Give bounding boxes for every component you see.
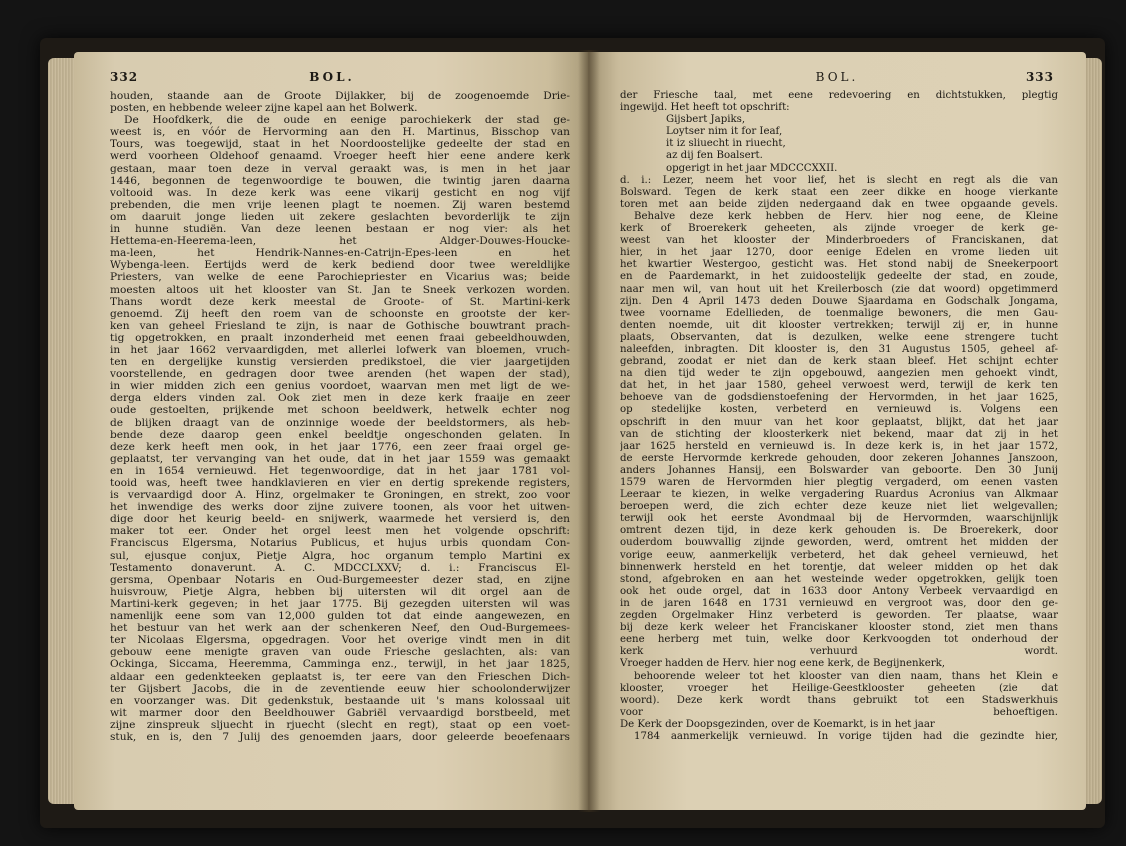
text-line: wit marmer door den Beeldhouwer Gabriël vervaardigd borstbeeld, met [110, 706, 570, 719]
text-line: naar men wil, van hout uit het Kreilerbosch (zie dat woord) opgetimmerd [620, 283, 1058, 295]
right-page-header [588, 70, 1086, 88]
text-line: anders Johannes Hansij, een Bolswarder van geboorte. Den 30 Junij [620, 464, 1058, 476]
text-line: ten en dergelijke kunstig versierden predikstoel, die vier jaargetijden [110, 356, 570, 369]
text-line: Wybenga-leen. Eertijds werd de kerk bediend door twee wereldlijke [110, 259, 570, 272]
text-line: gebrand, zoodat er niet dan de kerk staan bleef. Het schijnt echter [620, 356, 1058, 368]
text-line: ma-leen, het Hendrik-Nannes-en-Catrijn-Epes-leen en het [110, 247, 570, 260]
page-number-left: 332 [110, 70, 139, 84]
text-line: de blijken draagt van de onzinnige woede der beeldstormers, als heb- [110, 416, 570, 429]
text-line: Vroeger hadden de Herv. hier nog eene kerk, de Begijnenkerk, [620, 658, 946, 670]
text-line: en voorzanger was. Dit gedenkstuk, bestaande uit 's mans kolossaal uit [110, 694, 570, 707]
text-line: in de jaren 1648 en 1731 vernieuwd en vergroot was, door den ge- [620, 597, 1058, 609]
text-line: van de stichting der kloosterkerk niet bekend, maar dat zij in het [620, 428, 1058, 440]
text-line: het kwartier Westergoo, gesticht was. Het stond nabij de Sneekerpoort [620, 259, 1058, 271]
text-line: ter Gijsbert Jacobs, die in de zeventiende eeuw hier schoolonderwijzer [110, 682, 570, 695]
text-line: zegden Orgelmaker Hinz verbeterd is geworden. Ter plaatse, waar [620, 610, 1058, 622]
text-line: klooster, vroeger het Heilige-Geestklooster geheeten (zie dat [620, 682, 1058, 694]
text-line: Priesters, van welke de eene Parochiepriester en Vicarius was; beide [110, 271, 570, 284]
text-line: woord). Deze kerk wordt thans gebruikt tot een Stadswerkhuis [620, 694, 1058, 706]
text-line: De Kerk der Doopsgezinden, over de Koemarkt, is in het jaar [620, 718, 935, 730]
text-line: zijn. Den 4 April 1473 deden Douwe Sjaardama en Godschalk Jongama, [620, 295, 1058, 307]
text-line: Gijsbert Japiks, [666, 114, 746, 126]
text-line: beroepen werd, die zich echter deze keuze niet liet welgevallen; [620, 501, 1058, 513]
text-line: Hettema-en-Heerema-leen, het Aldger-Douwes-Houcke- [110, 235, 570, 248]
text-line: de eerste Hervormde kerkrede gehouden, door zekeren Johannes Janszoon, [620, 452, 1058, 464]
text-line: oude gestoelten, prijkende met schoon beeldwerk, hetwelk echter nog [110, 404, 570, 417]
text-line: kerk of Broerekerk geheeten, als zijnde vroeger de kerk ge- [620, 223, 1058, 235]
text-line: Thans wordt deze kerk meestal de Groote- of St. Martini-kerk [110, 295, 570, 308]
text-line: gestaan, maar toen deze in verval geraakt was, is men in het jaar [110, 162, 570, 175]
text-line: it iz sliuecht in riuecht, [666, 138, 786, 150]
text-line: naleefden, inbragten. Dit klooster is, den 31 Augustus 1505, geheel af- [620, 343, 1058, 355]
book-gutter [578, 50, 600, 812]
left-page-header [74, 70, 590, 88]
text-line: d. i.: Lezer, neem het voor lief, het is slecht en regt als die van [620, 174, 1058, 186]
text-line: op stedelijke kosten, verbeterd en vernieuwd is. Volgens een [620, 404, 1058, 416]
text-line: gebouw eene menigte graven van oude Friesche geslachten, als: van [110, 646, 570, 659]
text-line: az dij fen Boalsert. [666, 150, 763, 162]
text-line: weest is, en vóór de Hervorming aan den H. Martinus, Bisschop van [110, 126, 570, 139]
text-line: Franciscus Elgersma, Notarius Publicus, et hujus urbis quondam Con- [110, 537, 570, 550]
text-line: maker tot eer. Onder het orgel leest men het volgende opschrift: [110, 525, 570, 538]
text-line: twee voorname Edellieden, de toenmalige bewoners, die men Gau- [620, 307, 1058, 319]
text-line: Testamento donaverunt. A. C. MDCCLXXV; d. i.: Franciscus El- [110, 561, 570, 574]
text-line: het inwendige des werks door zijne zuivere toonen, als voor het uitwen- [110, 501, 570, 514]
text-line: ouderdom bouwvallig zijnde geworden, werd, omtrent het midden der [620, 537, 1058, 549]
text-line: 1579 waren de Hervormden hier plegtig vergaderd, om eenen vasten [620, 477, 1058, 488]
text-line: in het jaar 1662 vervaardigden, met allerlei lofwerk van bloemen, vruch- [110, 343, 570, 356]
text-line: om daaruit jonge lieden uit zekere geslachten bevorderlijk te zijn [110, 210, 570, 223]
text-line: behoorende weleer tot het klooster van dien naam, thans het Klein e [634, 670, 1058, 682]
text-line: denten noemde, uit dit klooster vertrekken; terwijl zij er, in hunne [620, 319, 1058, 331]
text-line: het bestuur van het werk aan der schenkeren Neef, den Oud-Burgemees- [110, 622, 570, 635]
text-line: na dien tijd weder te zijn opgebouwd, aangezien men gehoekt vindt, [620, 368, 1058, 380]
text-line: Martini-kerk gegeven; in het jaar 1775. Bij gezegden uitersten wil was [110, 597, 570, 610]
text-line: in hunne studiën. Van deze leenen bestaan er nog vier: als het [110, 223, 570, 236]
text-line: Loytser nim it for Ieaf, [666, 126, 783, 138]
text-line: Ockinga, Siccama, Heeremma, Camminga enz., terwijl, in het jaar 1825, [110, 658, 570, 671]
left-page [74, 52, 590, 810]
text-line: jaar 1625 hersteld en vernieuwd is. In deze kerk is, in het jaar 1572, [620, 440, 1058, 452]
left-page-text [110, 90, 570, 743]
right-page [588, 52, 1086, 810]
text-line: behoeve van de godsdienstoefening der Hervormden, in het jaar 1625, [620, 392, 1058, 404]
text-line: tooid was, heeft twee handklavieren en vier en dertig sprekende registers, [110, 477, 570, 489]
text-line: en in 1654 vernieuwd. Het tegenwoordige, dat in het jaar 1781 vol- [110, 464, 570, 477]
text-line: moesten altoos uit het klooster van St. Jan te Sneek verkozen worden. [110, 283, 570, 296]
text-line: opschrift in den muur van het koor geplaatst, blijkt, dat het jaar [620, 416, 1058, 428]
text-line: ter Nicolaas Elgersma, opgedragen. Voor het overige vindt men in dit [110, 634, 570, 647]
text-line: dige door het keurig beeld- en snijwerk, waarmede het versierd is, den [110, 513, 570, 526]
text-line: binnenwerk hersteld en het torentje, dat weleer midden op het dak [620, 561, 1058, 573]
text-line: stuk, en is, den 7 Julij des genoemden jaars, door geleerde beoefenaars [110, 730, 570, 743]
text-line: dat het, in het jaar 1580, geheel verwoest werd, terwijl de kerk ten [620, 380, 1058, 392]
text-line: derga elders vinden zal. Ook ziet men in deze kerk fraaije en zeer [110, 392, 570, 405]
text-line: ken van geheel Friesland te zijn, is naar de Gothische bouwtrant prach- [110, 319, 570, 332]
text-line: 1784 aanmerkelijk vernieuwd. In vorige tijden had die gezindte hier, [634, 730, 1058, 742]
text-line: sul, ejusque conjux, Pietje Algra, hoc organum templo Martini ex [110, 549, 570, 562]
text-line: plaats, Observanten, dat is dezulken, welke eene strengere tucht [620, 331, 1058, 343]
text-line: terwijl ook het eerste Avondmaal bij de Hervormden, waarschijnlijk [620, 513, 1058, 525]
text-line: voor behoeftigen. [620, 706, 1058, 718]
text-line: houden, staande aan de Groote Dijlakker, bij de zoogenoemde Drie- [110, 90, 570, 102]
text-line: bende deze daarop geen enkel beeldtje ongeschonden gelaten. In [110, 428, 570, 441]
text-line: huisvrouw, Pietje Algra, hebben bij uitersten wil dit orgel aan de [110, 585, 570, 598]
page-number-right: 333 [1025, 70, 1054, 84]
text-line: posten, en hebbende weleer zijne kapel aan het Bolwerk. [110, 102, 418, 115]
text-line: omtrent dezen tijd, in deze kerk gehouden is. De Broerekerk, door [620, 525, 1058, 537]
text-line: ingewijd. Het heeft tot opschrift: [620, 102, 790, 114]
text-line: tig opgetrokken, en praalt inzonderheid met eenen fraai gebeeldhouwden, [110, 331, 570, 344]
text-line: der Friesche taal, met eene redevoering en dichtstukken, plegtig [620, 90, 1058, 101]
text-line: stond, afgebroken en aan het westeinde weder opgetrokken, gelijk toen [620, 573, 1058, 585]
text-line: bij deze kerk weleer het Franciskaner klooster stond, ziet men thans [620, 622, 1058, 634]
text-line: gersma, Openbaar Notaris en Oud-Burgemeester dezer stad, en zijne [110, 573, 570, 586]
text-line: deze kerk heeft men ook, in het jaar 1776, een zeer fraai orgel ge- [110, 440, 570, 453]
running-title-left: BOL. [309, 70, 355, 84]
right-page-edges [1084, 58, 1102, 804]
text-line: hier, in het jaar 1270, door eenige Edelen en vrome lieden uit [620, 247, 1058, 259]
text-line: genoemd. Zij heeft den roem van de schoonste en grootste der ker- [110, 307, 570, 320]
text-line: De Hoofdkerk, die de oude en eenige parochiekerk der stad ge- [124, 114, 570, 127]
text-line: eene herberg met tuin, welke door Kerkvoogden tot onderhoud der [620, 634, 1058, 646]
text-line: weest van het klooster der Minderbroeders of Franciskanen, dat [620, 235, 1058, 247]
text-line: in wier midden zich een genius voordoet, waarvan men met ligt de we- [110, 380, 570, 393]
right-page-text [620, 90, 1058, 743]
text-line: kerk verhuurd wordt. [620, 646, 1058, 658]
text-line: aldaar een gedenkteeken geplaatst is, ter eere van den Frieschen Dich- [110, 670, 570, 683]
text-line: Leeraar te kiezen, in welke vergadering Ruardus Acronius van Alkmaar [620, 489, 1058, 501]
text-line: namenlijk eene som van 12,000 gulden tot dat einde aangewezen, en [110, 610, 570, 623]
text-line: werd voorheen Oldehoof genaamd. Vroeger heeft hier eene andere kerk [110, 150, 570, 163]
text-line: zijne zinspreuk sljuecht in rjuecht (slecht en regt), staat op een voet- [110, 718, 570, 731]
left-page-edges [48, 58, 76, 804]
text-line: Behalve deze kerk hebben de Herv. hier nog eene, de Kleine [634, 210, 1058, 222]
running-title-right: BOL. [815, 70, 859, 84]
text-line: vorige eeuw, aanmerkelijk verbeterd, het dak geheel vernieuwd, het [620, 549, 1058, 561]
text-line: geplaatst, ter vervanging van het oude, dat in het jaar 1559 was gemaakt [110, 452, 570, 465]
text-line: ook het oude orgel, dat in 1633 door Antony Verbeek vervaardigd en [620, 585, 1058, 597]
text-line: is vervaardigd door A. Hinz, orgelmaker te Groningen, en strekt, zoo voor [110, 489, 570, 502]
text-line: Bolsward. Tegen de kerk staat een zeer dikke en hooge vierkante [620, 186, 1058, 198]
text-line: 1446, begonnen de tegenwoordige te bouwen, die twintig jaren daarna [110, 174, 570, 187]
text-line: voltooid was. In deze kerk was eene vikarij gesticht en nog vijf [110, 186, 570, 199]
text-line: toren met aan beide zijden nedergaand dak en twee opgaande gevels. [620, 198, 1058, 210]
text-line: voorstellende, en gedragen door twee arenden (het wapen der stad), [110, 368, 570, 381]
text-line: opgerigt in het jaar MDCCCXXII. [666, 162, 838, 174]
text-line: prebenden, die men vrije leenen plagt te noemen. Zij waren bestemd [110, 198, 570, 211]
text-line: Tours, was toegewijd, staat in het Noordoostelijke gedeelte der stad en [110, 138, 570, 151]
text-line: en de Paardemarkt, in het zuidoostelijk gedeelte der stad, en zoude, [620, 271, 1058, 283]
